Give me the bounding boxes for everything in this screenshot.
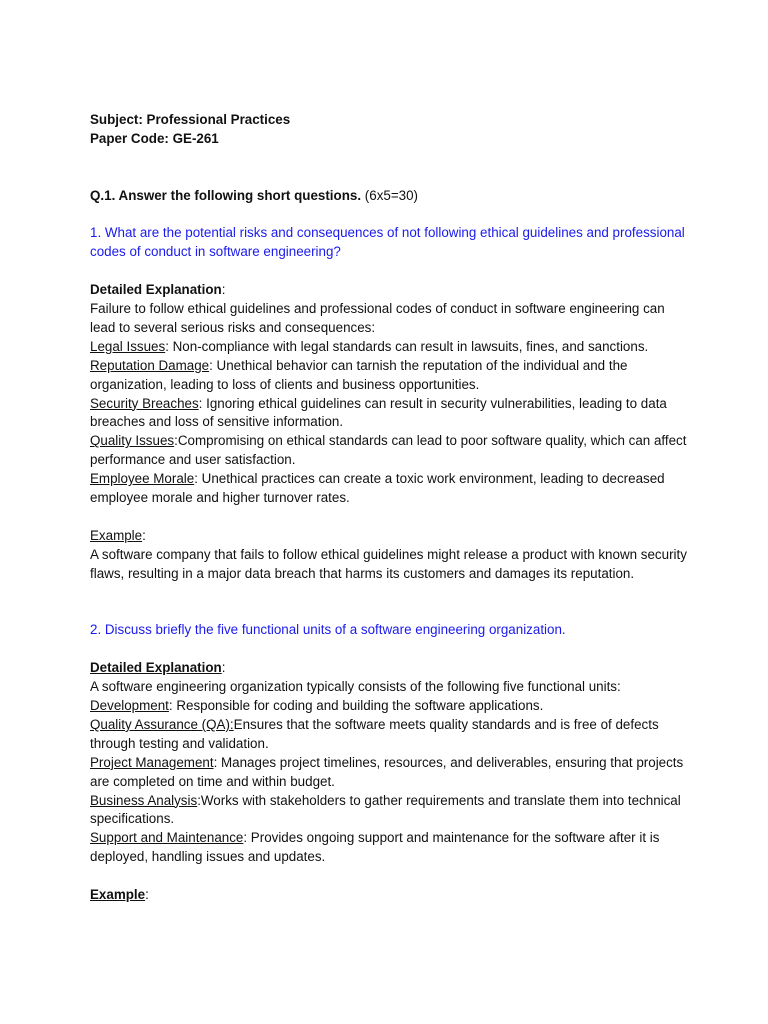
q2-explanation-colon: : — [221, 660, 226, 676]
q1-item-term: Employee Morale — [90, 471, 195, 487]
question-2: 2. Discuss briefly the five functional units of a software engineering organization. — [90, 622, 566, 638]
question-1: 1. What are the potential risks and consequences of not following ethical guidelines and professional codes of conduct in software engineering? — [90, 225, 685, 260]
q2-example-heading — [90, 886, 690, 905]
q1-item-morale — [90, 470, 690, 508]
q1-item-quality — [90, 432, 690, 470]
q2-item-text: :Works with stakeholders to gather requirements and translate them into technical specifications. — [90, 792, 681, 827]
q1-item-text: : Unethical practices can create a toxic work environment, leading to decreased employee morale and higher turnover rates. — [90, 471, 665, 506]
paper-code-line: Paper Code: GE-261 — [90, 130, 219, 146]
q2-example-label: Example — [90, 887, 146, 903]
q2-explanation-label: Detailed Explanation — [90, 660, 222, 676]
q1-example-colon: : — [142, 527, 146, 543]
q2-item-term: Quality Assurance (QA): — [90, 716, 234, 732]
q1-item-text: :Compromising on ethical standards can lead to poor software quality, which can affect performance and user satisfaction. — [90, 433, 687, 468]
q1-item-term: Quality Issues — [90, 433, 175, 449]
q1-explanation-colon: : — [221, 282, 226, 298]
document-body — [90, 111, 690, 905]
q2-item-project-management — [90, 754, 690, 792]
q2-item-qa — [90, 716, 690, 754]
q1-example-label: Example — [90, 527, 143, 543]
q1-item-term: Reputation Damage — [90, 357, 210, 373]
q1-item-term: Legal Issues — [90, 338, 166, 354]
q1-explanation-heading — [90, 281, 690, 300]
q2-item-text: Ensures that the software meets quality standards and is free of defects through testing and validation. — [90, 716, 659, 751]
section-heading: Q.1. Answer the following short questions. — [90, 187, 362, 203]
q1-explanation-label: Detailed Explanation — [90, 282, 222, 298]
q2-item-term: Project Management — [90, 754, 214, 770]
q1-item-text: : Ignoring ethical guidelines can result in security vulnerabilities, leading to data breaches and loss of sensitive information. — [90, 395, 667, 430]
q2-intro: A software engineering organization typically consists of the following five functional units: — [90, 679, 621, 695]
q2-item-text: : Responsible for coding and building the software applications. — [168, 698, 544, 713]
q2-item-text: : Provides ongoing support and maintenance for the software after it is deployed, handling issues and updates. — [90, 830, 660, 865]
q2-item-business-analysis — [90, 792, 690, 830]
q2-explanation-heading — [90, 659, 690, 678]
q2-item-development — [90, 697, 690, 716]
q1-item-reputation — [90, 357, 690, 395]
q2-item-term: Support and Maintenance — [90, 830, 244, 846]
section-heading-line — [90, 187, 690, 206]
q1-example-heading — [90, 527, 690, 546]
q2-item-term: Development — [90, 698, 169, 713]
q2-example-colon: : — [145, 887, 149, 903]
section-marks: (6x5=30) — [361, 187, 419, 203]
q2-item-term: Business Analysis — [90, 792, 198, 808]
q2-item-text: : Manages project timelines, resources, and deliverables, ensuring that projects are completed on time and within budget. — [90, 754, 684, 789]
q1-item-term: Security Breaches — [90, 395, 199, 411]
q1-item-text: : Non-compliance with legal standards can result in lawsuits, fines, and sanctions. — [165, 338, 649, 354]
q1-item-legal — [90, 338, 690, 357]
q1-item-text: : Unethical behavior can tarnish the reputation of the individual and the organization, leading to loss of clients and business opportunities. — [90, 357, 628, 392]
q1-item-security — [90, 395, 690, 433]
q1-intro: Failure to follow ethical guidelines and professional codes of conduct in software engineering can lead to several serious risks and consequences: — [90, 301, 665, 335]
subject-line: Subject: Professional Practices — [90, 112, 291, 127]
q1-example-text: A software company that fails to follow ethical guidelines might release a product with known security flaws, resulting in a major data breach that harms its customers and damages its reputation. — [90, 546, 687, 581]
q2-item-support — [90, 829, 690, 867]
